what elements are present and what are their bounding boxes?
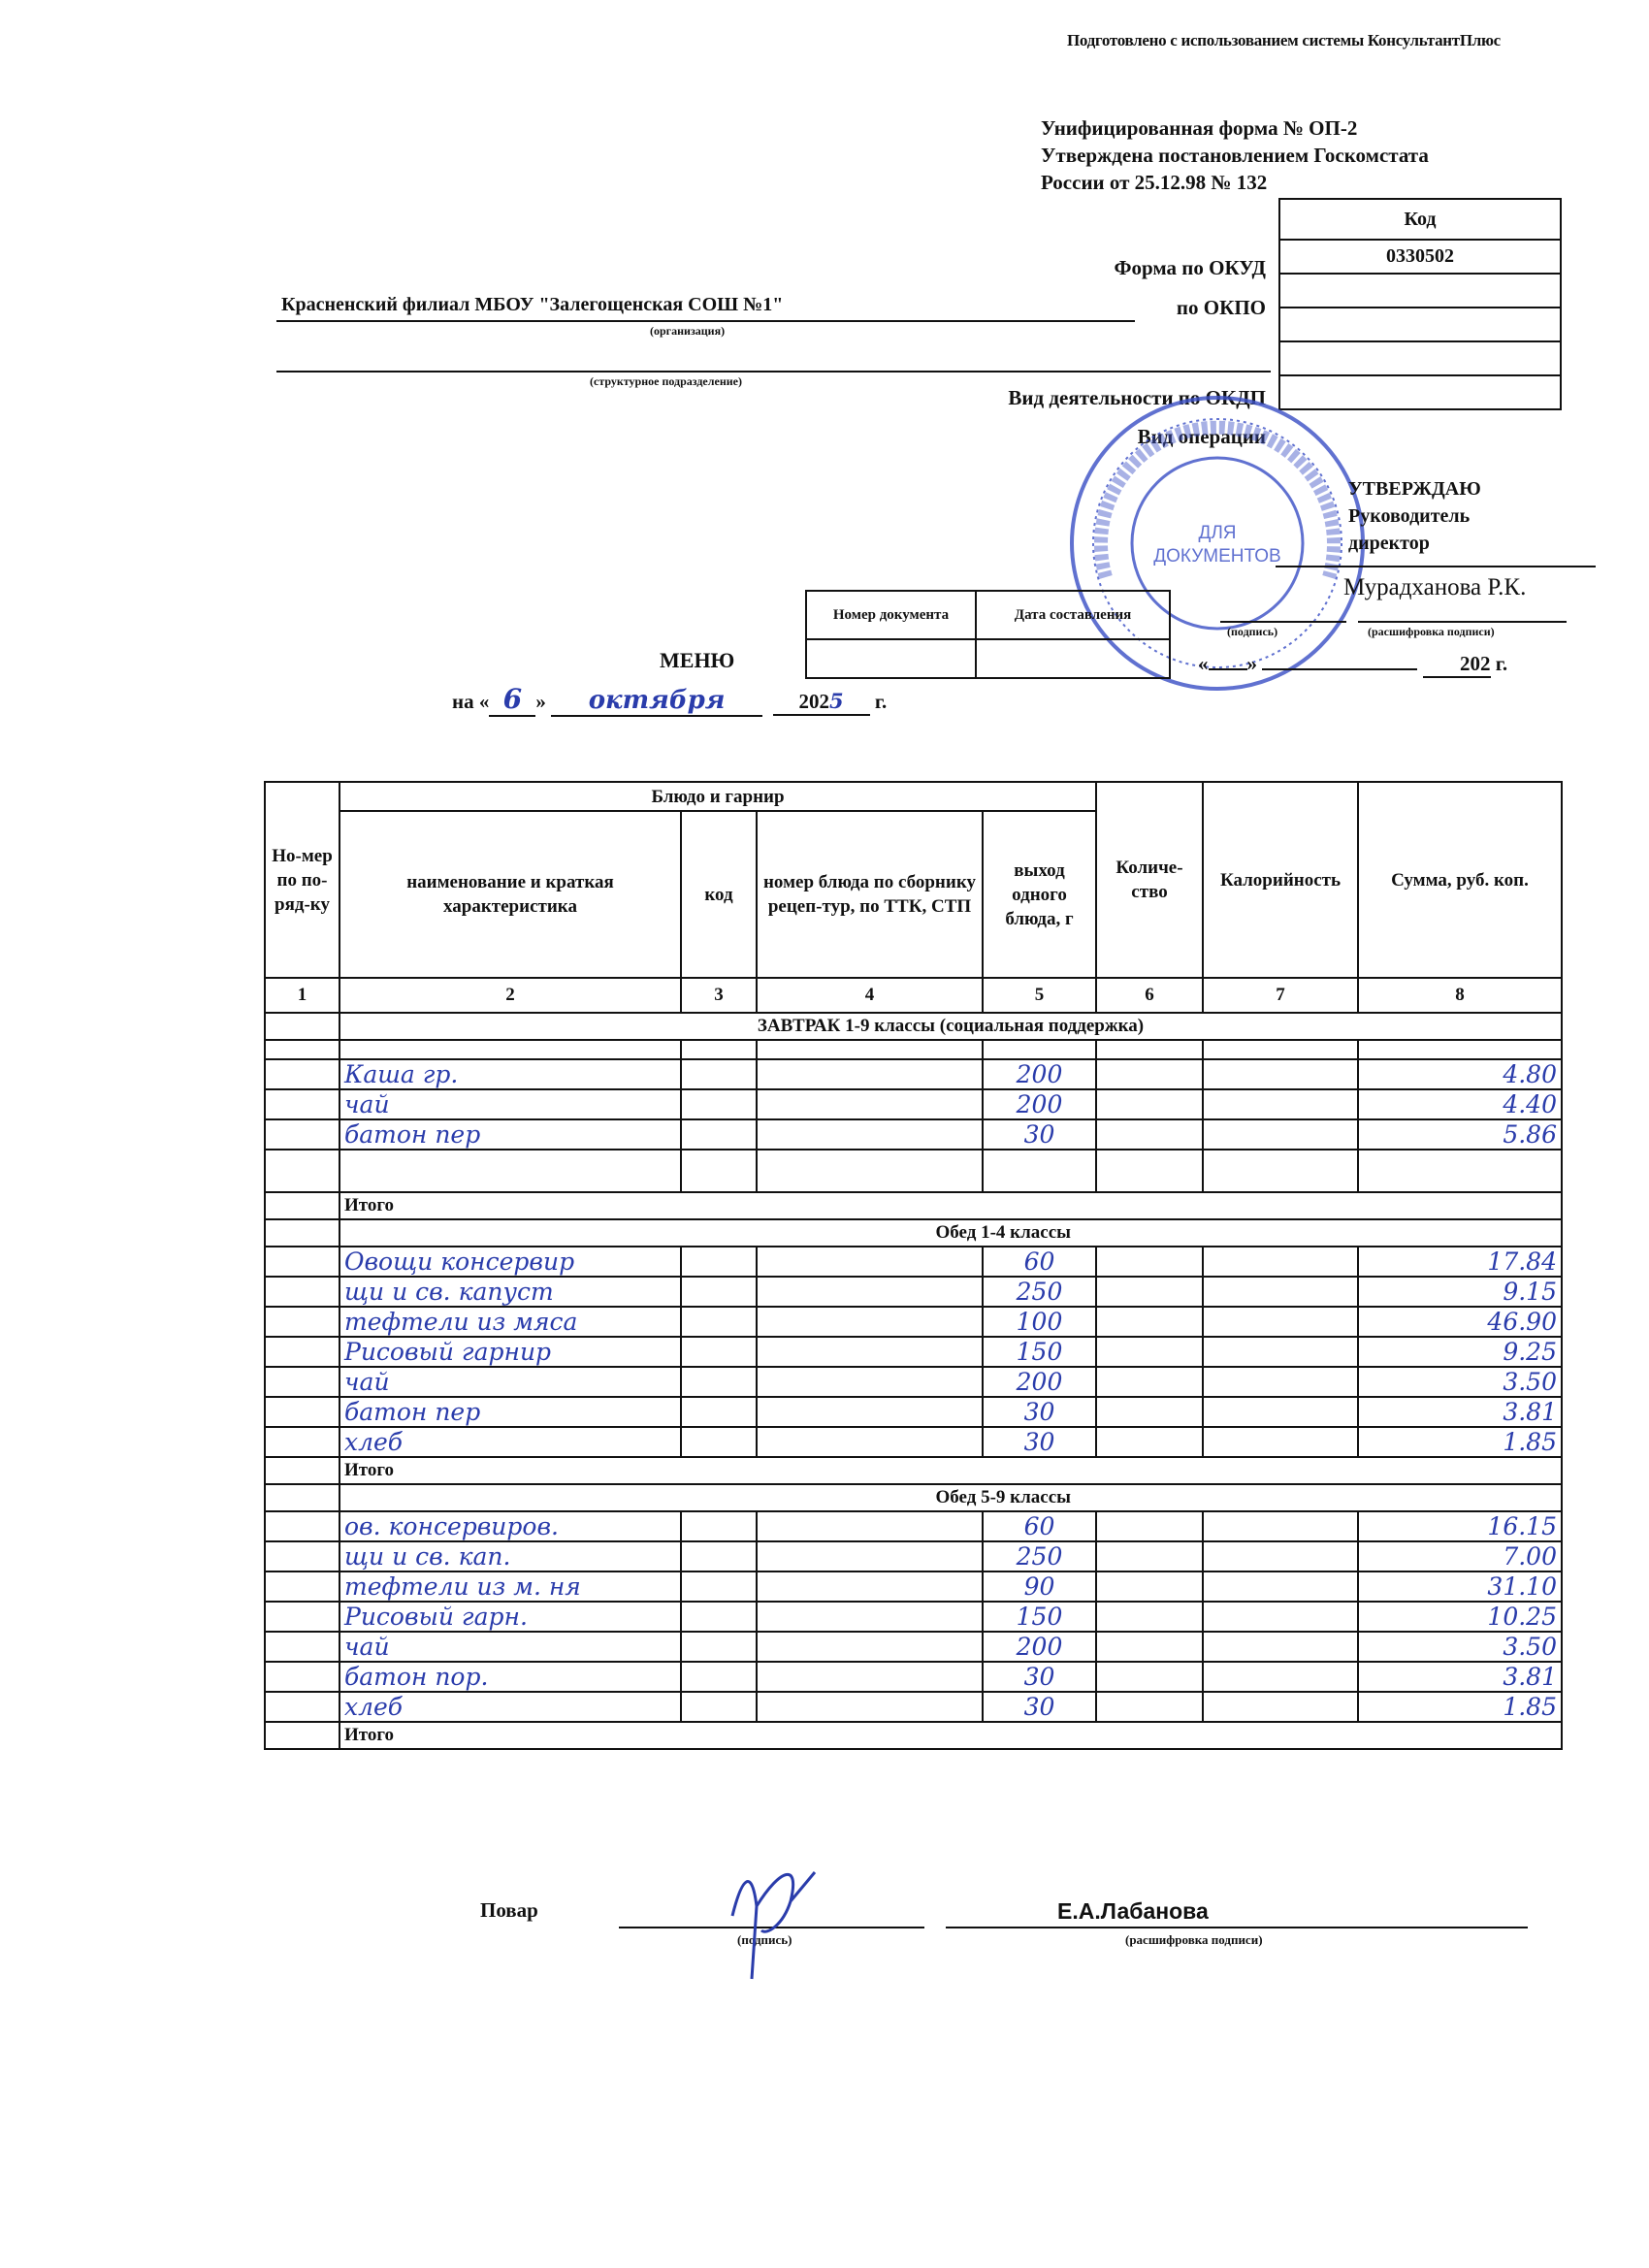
dish-calories-cell bbox=[1203, 1632, 1358, 1662]
row-number-cell bbox=[265, 1602, 340, 1632]
form-title-line2: Утверждена постановлением Госкомстата bbox=[1041, 144, 1429, 167]
organization-name: Красненский филиал МБОУ "Залегощенская СОШ №1" bbox=[281, 294, 784, 315]
section-title-row bbox=[265, 1484, 1562, 1511]
dish-recipe-cell bbox=[757, 1119, 983, 1150]
table-row bbox=[265, 1692, 1562, 1722]
dish-name-cell: Рисовый гарн. bbox=[340, 1602, 681, 1632]
total-row bbox=[265, 1457, 1562, 1484]
code-header: Код bbox=[1279, 199, 1561, 240]
dish-qty-cell bbox=[1096, 1511, 1203, 1541]
dish-code-cell bbox=[681, 1632, 757, 1662]
form-title-line1: Унифицированная форма № ОП-2 bbox=[1041, 116, 1358, 140]
dish-code-cell bbox=[681, 1277, 757, 1307]
row-number-cell bbox=[265, 1337, 340, 1367]
cook-decode-caption: (расшифровка подписи) bbox=[1125, 1932, 1263, 1947]
document-number-table bbox=[805, 590, 1171, 679]
row-number-cell bbox=[265, 1511, 340, 1541]
dish-name-cell: чай bbox=[340, 1367, 681, 1397]
dish-sum-cell: 9.15 bbox=[1358, 1277, 1562, 1307]
dish-calories-cell bbox=[1203, 1089, 1358, 1119]
col-qty-header: Количе-ство bbox=[1096, 782, 1203, 978]
column-number-cell: 2 bbox=[340, 978, 681, 1013]
dish-calories-cell bbox=[1203, 1307, 1358, 1337]
section-title-row bbox=[265, 1219, 1562, 1247]
dish-qty-cell bbox=[1096, 1571, 1203, 1602]
spacer-cell bbox=[1096, 1150, 1203, 1192]
spacer-cell bbox=[265, 1040, 340, 1059]
dish-yield-cell: 150 bbox=[983, 1602, 1096, 1632]
approval-date-open: « bbox=[1198, 652, 1209, 675]
dish-yield-cell: 30 bbox=[983, 1119, 1096, 1150]
column-number-cell: 6 bbox=[1096, 978, 1203, 1013]
section-num-cell bbox=[265, 1013, 340, 1040]
stamp-line1: ДЛЯ bbox=[1198, 523, 1237, 543]
dish-calories-cell bbox=[1203, 1511, 1358, 1541]
dish-yield-cell: 200 bbox=[983, 1367, 1096, 1397]
dish-qty-cell bbox=[1096, 1632, 1203, 1662]
dish-calories-cell bbox=[1203, 1277, 1358, 1307]
dish-code-cell bbox=[681, 1397, 757, 1427]
dish-recipe-cell bbox=[757, 1511, 983, 1541]
column-number-cell: 1 bbox=[265, 978, 340, 1013]
menu-date-mid: » bbox=[535, 690, 546, 713]
dish-sum-cell: 4.40 bbox=[1358, 1089, 1562, 1119]
dish-calories-cell bbox=[1203, 1367, 1358, 1397]
spacer-cell bbox=[681, 1150, 757, 1192]
row-number-cell bbox=[265, 1059, 340, 1089]
dish-qty-cell bbox=[1096, 1307, 1203, 1337]
row-number-cell bbox=[265, 1571, 340, 1602]
structure-caption: (структурное подразделение) bbox=[590, 374, 742, 388]
dish-name-cell: щи и св. капуст bbox=[340, 1277, 681, 1307]
consultant-note: Подготовлено с использованием системы КонсультантПлюс bbox=[1067, 31, 1501, 49]
dish-qty-cell bbox=[1096, 1089, 1203, 1119]
dish-yield-cell: 60 bbox=[983, 1247, 1096, 1277]
dish-qty-cell bbox=[1096, 1247, 1203, 1277]
dish-qty-cell bbox=[1096, 1541, 1203, 1571]
total-row bbox=[265, 1722, 1562, 1749]
operation-label: Вид операции bbox=[1137, 425, 1266, 448]
cook-decode-line bbox=[946, 1927, 1528, 1928]
spacer-cell bbox=[265, 1150, 340, 1192]
row-number-cell bbox=[265, 1397, 340, 1427]
dish-name-cell: ов. консервиров. bbox=[340, 1511, 681, 1541]
dish-sum-cell: 17.84 bbox=[1358, 1247, 1562, 1277]
dish-qty-cell bbox=[1096, 1059, 1203, 1089]
table-row bbox=[265, 1662, 1562, 1692]
col-number-header: Но-мер по по-ряд-ку bbox=[265, 782, 340, 978]
dish-recipe-cell bbox=[757, 1541, 983, 1571]
section-title: Обед 5-9 классы bbox=[340, 1484, 1562, 1511]
table-row bbox=[265, 1059, 1562, 1089]
spacer-cell bbox=[983, 1150, 1096, 1192]
approval-date bbox=[1198, 652, 1507, 678]
dish-sum-cell: 9.25 bbox=[1358, 1337, 1562, 1367]
table-row bbox=[265, 1632, 1562, 1662]
dish-code-cell bbox=[681, 1059, 757, 1089]
dish-recipe-cell bbox=[757, 1277, 983, 1307]
menu-year-block bbox=[773, 689, 870, 716]
spacer-cell bbox=[983, 1040, 1096, 1059]
dish-yield-cell: 150 bbox=[983, 1337, 1096, 1367]
dish-sum-cell: 3.50 bbox=[1358, 1367, 1562, 1397]
dish-yield-cell: 200 bbox=[983, 1632, 1096, 1662]
menu-date bbox=[452, 683, 887, 717]
dish-code-cell bbox=[681, 1427, 757, 1457]
approval-underline bbox=[1276, 566, 1596, 567]
spacer-row bbox=[265, 1040, 1562, 1059]
spacer-cell bbox=[1358, 1150, 1562, 1192]
dish-recipe-cell bbox=[757, 1632, 983, 1662]
dish-recipe-cell bbox=[757, 1662, 983, 1692]
menu-day: 6 bbox=[489, 683, 535, 717]
total-num-cell bbox=[265, 1722, 340, 1749]
dish-sum-cell: 4.80 bbox=[1358, 1059, 1562, 1089]
dish-name-cell: Рисовый гарнир bbox=[340, 1337, 681, 1367]
approval-line3: директор bbox=[1348, 533, 1430, 554]
dish-recipe-cell bbox=[757, 1307, 983, 1337]
dish-sum-cell: 46.90 bbox=[1358, 1307, 1562, 1337]
spacer-cell bbox=[757, 1040, 983, 1059]
section-num-cell bbox=[265, 1484, 340, 1511]
column-number-cell: 3 bbox=[681, 978, 757, 1013]
menu-year: 202 bbox=[798, 690, 830, 713]
dish-name-cell: Овощи консервир bbox=[340, 1247, 681, 1277]
head-name: Мурадханова Р.К. bbox=[1343, 574, 1527, 600]
table-row bbox=[265, 1337, 1562, 1367]
section-title: Обед 1-4 классы bbox=[340, 1219, 1562, 1247]
organization-line bbox=[276, 320, 1135, 322]
column-number-cell: 5 bbox=[983, 978, 1096, 1013]
okpo-value bbox=[1279, 274, 1561, 308]
menu-month: октября bbox=[551, 686, 762, 717]
total-num-cell bbox=[265, 1192, 340, 1219]
dish-sum-cell: 16.15 bbox=[1358, 1511, 1562, 1541]
form-title-block bbox=[1041, 114, 1429, 196]
dish-code-cell bbox=[681, 1692, 757, 1722]
spacer-cell bbox=[1358, 1040, 1562, 1059]
dish-recipe-cell bbox=[757, 1089, 983, 1119]
dish-yield-cell: 90 bbox=[983, 1571, 1096, 1602]
table-row bbox=[265, 1511, 1562, 1541]
row-number-cell bbox=[265, 1662, 340, 1692]
total-label: Итого bbox=[340, 1192, 1562, 1219]
dish-name-cell: хлеб bbox=[340, 1692, 681, 1722]
okdp-label: Вид деятельности по ОКДП bbox=[1008, 386, 1266, 409]
dish-name-cell: батон пор. bbox=[340, 1662, 681, 1692]
spacer-cell bbox=[1096, 1040, 1203, 1059]
dish-recipe-cell bbox=[757, 1571, 983, 1602]
dish-qty-cell bbox=[1096, 1692, 1203, 1722]
dish-name-cell: тефтели из мяса bbox=[340, 1307, 681, 1337]
dish-sum-cell: 3.50 bbox=[1358, 1632, 1562, 1662]
dish-recipe-cell bbox=[757, 1059, 983, 1089]
dish-group-header: Блюдо и гарнир bbox=[340, 782, 1096, 811]
spacer-cell bbox=[340, 1040, 681, 1059]
table-row bbox=[265, 1307, 1562, 1337]
dish-name-cell: хлеб bbox=[340, 1427, 681, 1457]
dish-name-cell: чай bbox=[340, 1089, 681, 1119]
dish-recipe-cell bbox=[757, 1247, 983, 1277]
dish-code-cell bbox=[681, 1337, 757, 1367]
table-row bbox=[265, 1089, 1562, 1119]
stamp-line2: ДОКУМЕНТОВ bbox=[1153, 546, 1281, 567]
row-number-cell bbox=[265, 1692, 340, 1722]
spacer-cell bbox=[1203, 1040, 1358, 1059]
spacer-cell bbox=[681, 1040, 757, 1059]
table-row bbox=[265, 1367, 1562, 1397]
dish-sum-cell: 1.85 bbox=[1358, 1427, 1562, 1457]
doc-number-value bbox=[806, 639, 976, 678]
dish-calories-cell bbox=[1203, 1059, 1358, 1089]
dish-yield-cell: 60 bbox=[983, 1511, 1096, 1541]
approval-year-suffix: г. bbox=[1495, 652, 1508, 675]
total-label: Итого bbox=[340, 1457, 1562, 1484]
menu-table bbox=[264, 781, 1563, 1750]
row-number-cell bbox=[265, 1541, 340, 1571]
dish-name-cell: тефтели из м. ня bbox=[340, 1571, 681, 1602]
table-row bbox=[265, 1119, 1562, 1150]
organization-caption: (организация) bbox=[650, 324, 726, 338]
cook-signature-scribble bbox=[723, 1858, 829, 1989]
table-row bbox=[265, 1277, 1562, 1307]
menu-date-prefix: на « bbox=[452, 690, 490, 713]
dish-recipe-cell bbox=[757, 1602, 983, 1632]
spacer-cell bbox=[1203, 1150, 1358, 1192]
dish-sum-cell: 3.81 bbox=[1358, 1662, 1562, 1692]
total-num-cell bbox=[265, 1457, 340, 1484]
dish-yield-cell: 200 bbox=[983, 1059, 1096, 1089]
okud-label: Форма по ОКУД bbox=[1114, 256, 1266, 279]
dish-qty-cell bbox=[1096, 1662, 1203, 1692]
cook-signature-caption: (подпись) bbox=[737, 1932, 792, 1947]
approval-signature-caption: (подпись) bbox=[1227, 625, 1278, 638]
dish-qty-cell bbox=[1096, 1397, 1203, 1427]
code-box bbox=[1278, 198, 1562, 410]
dish-sum-cell: 3.81 bbox=[1358, 1397, 1562, 1427]
structure-line bbox=[276, 371, 1271, 373]
doc-date-header: Дата составления bbox=[976, 591, 1170, 639]
row-number-cell bbox=[265, 1119, 340, 1150]
table-row bbox=[265, 1602, 1562, 1632]
column-number-cell: 4 bbox=[757, 978, 983, 1013]
menu-year-suffix: г. bbox=[874, 690, 888, 713]
form-title-line3: России от 25.12.98 № 132 bbox=[1041, 171, 1268, 194]
dish-yield-cell: 250 bbox=[983, 1541, 1096, 1571]
approval-date-close: » bbox=[1246, 652, 1257, 675]
okdp-value bbox=[1279, 341, 1561, 375]
col-sum-header: Сумма, руб. коп. bbox=[1358, 782, 1562, 978]
dish-calories-cell bbox=[1203, 1662, 1358, 1692]
dish-name-cell: батон пер bbox=[340, 1119, 681, 1150]
okpo-label: по ОКПО bbox=[1176, 296, 1266, 319]
table-row bbox=[265, 1571, 1562, 1602]
dish-calories-cell bbox=[1203, 1571, 1358, 1602]
dish-code-cell bbox=[681, 1571, 757, 1602]
dish-yield-cell: 30 bbox=[983, 1662, 1096, 1692]
table-row bbox=[265, 1427, 1562, 1457]
approval-line2: Руководитель bbox=[1348, 505, 1471, 527]
dish-qty-cell bbox=[1096, 1119, 1203, 1150]
table-row bbox=[265, 1397, 1562, 1427]
approval-block bbox=[1348, 475, 1481, 557]
dish-calories-cell bbox=[1203, 1337, 1358, 1367]
total-row bbox=[265, 1192, 1562, 1219]
column-number-cell: 7 bbox=[1203, 978, 1358, 1013]
approval-signature-line bbox=[1220, 621, 1346, 623]
dish-yield-cell: 30 bbox=[983, 1692, 1096, 1722]
okud-value: 0330502 bbox=[1279, 240, 1561, 274]
doc-date-value bbox=[976, 639, 1170, 678]
dish-calories-cell bbox=[1203, 1247, 1358, 1277]
dish-sum-cell: 10.25 bbox=[1358, 1602, 1562, 1632]
approval-year: 202 bbox=[1423, 652, 1491, 678]
row-number-cell bbox=[265, 1247, 340, 1277]
dish-recipe-cell bbox=[757, 1427, 983, 1457]
section-title-row bbox=[265, 1013, 1562, 1040]
total-label: Итого bbox=[340, 1722, 1562, 1749]
dish-qty-cell bbox=[1096, 1367, 1203, 1397]
dish-yield-cell: 100 bbox=[983, 1307, 1096, 1337]
dish-qty-cell bbox=[1096, 1337, 1203, 1367]
dish-code-cell bbox=[681, 1307, 757, 1337]
dish-recipe-cell bbox=[757, 1397, 983, 1427]
dish-code-cell bbox=[681, 1541, 757, 1571]
col-yield-header: выход одного блюда, г bbox=[983, 811, 1096, 978]
approval-decode-line bbox=[1358, 621, 1567, 623]
code-empty-1 bbox=[1279, 308, 1561, 341]
menu-title: МЕНЮ bbox=[660, 648, 735, 672]
spacer-cell bbox=[757, 1150, 983, 1192]
spacer-cell bbox=[340, 1150, 681, 1192]
approval-line1: УТВЕРЖДАЮ bbox=[1348, 478, 1481, 500]
dish-yield-cell: 30 bbox=[983, 1397, 1096, 1427]
table-row bbox=[265, 1541, 1562, 1571]
dish-code-cell bbox=[681, 1247, 757, 1277]
cook-name: Е.А.Лабанова bbox=[1057, 1898, 1209, 1924]
menu-year-handwritten: 5 bbox=[829, 689, 844, 713]
dish-code-cell bbox=[681, 1662, 757, 1692]
dish-calories-cell bbox=[1203, 1541, 1358, 1571]
row-number-cell bbox=[265, 1307, 340, 1337]
row-number-cell bbox=[265, 1367, 340, 1397]
col-code-header: код bbox=[681, 811, 757, 978]
dish-calories-cell bbox=[1203, 1119, 1358, 1150]
row-number-cell bbox=[265, 1089, 340, 1119]
spacer-row bbox=[265, 1150, 1562, 1192]
dish-name-cell: щи и св. кап. bbox=[340, 1541, 681, 1571]
row-number-cell bbox=[265, 1632, 340, 1662]
dish-name-cell: Каша гр. bbox=[340, 1059, 681, 1089]
col-recipe-header: номер блюда по сборнику рецеп-тур, по ТТК, СТП bbox=[757, 811, 983, 978]
dish-name-cell: батон пер bbox=[340, 1397, 681, 1427]
dish-yield-cell: 30 bbox=[983, 1427, 1096, 1457]
dish-recipe-cell bbox=[757, 1367, 983, 1397]
dish-code-cell bbox=[681, 1089, 757, 1119]
dish-qty-cell bbox=[1096, 1602, 1203, 1632]
dish-code-cell bbox=[681, 1119, 757, 1150]
cook-label: Повар bbox=[480, 1898, 538, 1922]
dish-recipe-cell bbox=[757, 1692, 983, 1722]
col-name-header: наименование и краткая характеристика bbox=[340, 811, 681, 978]
doc-number-header: Номер документа bbox=[806, 591, 976, 639]
row-number-cell bbox=[265, 1277, 340, 1307]
section-num-cell bbox=[265, 1219, 340, 1247]
col-calories-header: Калорийность bbox=[1203, 782, 1358, 978]
dish-sum-cell: 7.00 bbox=[1358, 1541, 1562, 1571]
dish-yield-cell: 200 bbox=[983, 1089, 1096, 1119]
row-number-cell bbox=[265, 1427, 340, 1457]
dish-sum-cell: 1.85 bbox=[1358, 1692, 1562, 1722]
dish-name-cell: чай bbox=[340, 1632, 681, 1662]
dish-qty-cell bbox=[1096, 1427, 1203, 1457]
dish-sum-cell: 5.86 bbox=[1358, 1119, 1562, 1150]
dish-calories-cell bbox=[1203, 1427, 1358, 1457]
dish-code-cell bbox=[681, 1367, 757, 1397]
approval-decode-caption: (расшифровка подписи) bbox=[1368, 625, 1495, 638]
dish-calories-cell bbox=[1203, 1397, 1358, 1427]
table-row bbox=[265, 1247, 1562, 1277]
dish-yield-cell: 250 bbox=[983, 1277, 1096, 1307]
section-title: ЗАВТРАК 1-9 классы (социальная поддержка) bbox=[340, 1013, 1562, 1040]
dish-calories-cell bbox=[1203, 1692, 1358, 1722]
dish-code-cell bbox=[681, 1511, 757, 1541]
dish-qty-cell bbox=[1096, 1277, 1203, 1307]
dish-sum-cell: 31.10 bbox=[1358, 1571, 1562, 1602]
column-number-cell: 8 bbox=[1358, 978, 1562, 1013]
dish-recipe-cell bbox=[757, 1337, 983, 1367]
dish-calories-cell bbox=[1203, 1602, 1358, 1632]
dish-code-cell bbox=[681, 1602, 757, 1632]
